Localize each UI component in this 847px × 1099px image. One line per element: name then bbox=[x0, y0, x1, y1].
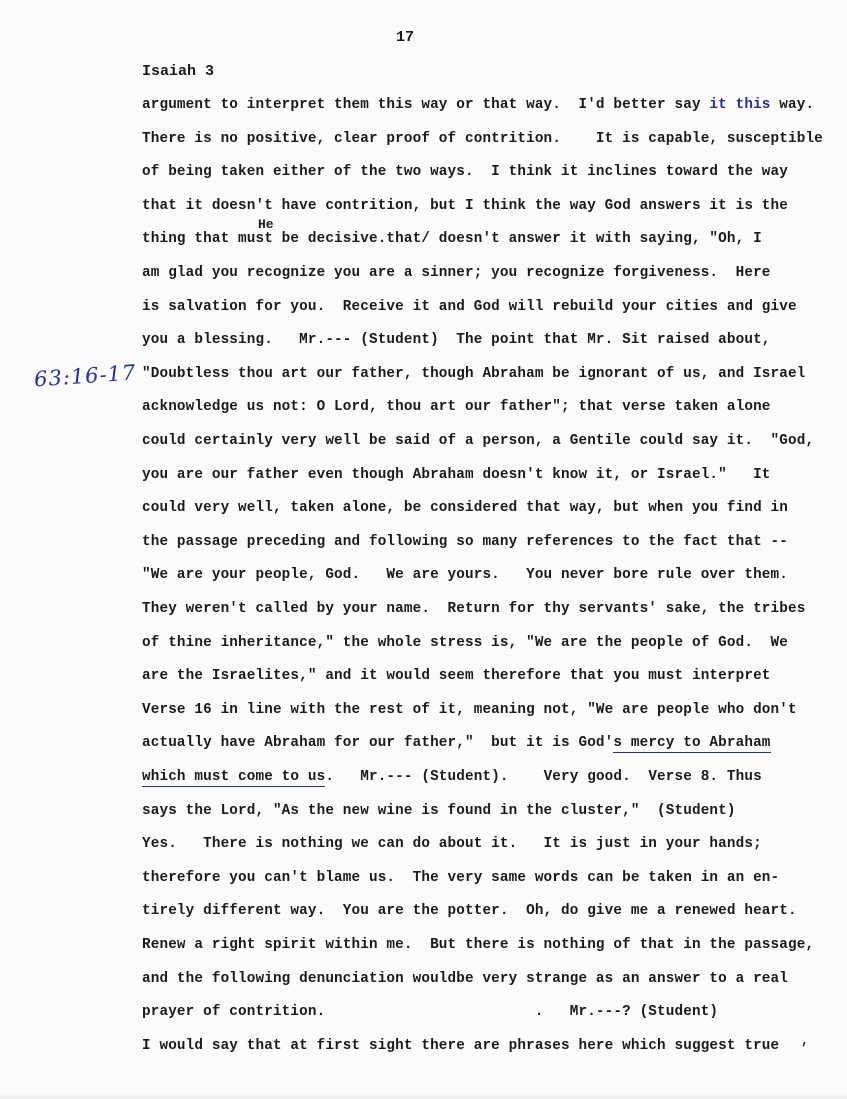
text-segment: argument to interpret them this way or that way. I'd better say bbox=[142, 97, 710, 113]
text-line: could very well, taken alone, be considered that way, but when you find in bbox=[142, 500, 788, 517]
text-line: tirely different way. You are the potter. Oh, do give me a renewed heart. bbox=[142, 903, 797, 920]
text-line: says the Lord, "As the new wine is found in the cluster," (Student) bbox=[142, 802, 736, 819]
running-head: Isaiah 3 bbox=[142, 63, 215, 80]
text-line: of being taken either of the two ways. I think it inclines toward the way bbox=[142, 164, 788, 181]
text-line: Renew a right spirit within me. But there is nothing of that in the passage, bbox=[142, 937, 815, 953]
scan-edge bbox=[0, 1093, 847, 1099]
text-line: acknowledge us not: O Lord, thou art our father"; that verse taken alone bbox=[142, 399, 771, 416]
text-line: They weren't called by your name. Return for thy servants' sake, the tribes bbox=[142, 601, 806, 617]
text-line bbox=[142, 95, 814, 115]
handwritten-underline-text: which must come to us bbox=[142, 769, 326, 785]
text-line: Yes. There is nothing we can do about it. It is just in your hands; bbox=[142, 836, 762, 853]
text-line: "We are your people, God. We are yours. You never bore rule over them. bbox=[142, 567, 788, 584]
handwritten-margin-note: 63:16-17 bbox=[33, 360, 138, 392]
text-line: of thine inheritance," the whole stress is, "We are the people of God. We bbox=[142, 634, 788, 651]
text-line: prayer of contrition. . Mr.---? (Student) bbox=[142, 1004, 719, 1021]
text-line: are the Israelites," and it would seem therefore that you must interpret bbox=[142, 668, 771, 685]
text-line: therefore you can't blame us. The very same words can be taken in an en- bbox=[142, 869, 780, 886]
text-line: is salvation for you. Receive it and God will rebuild your cities and give bbox=[142, 298, 797, 315]
ink-corrected-text: it this bbox=[709, 97, 771, 113]
text-line: thing that must be decisive.that/ doesn't answer it with saying, "Oh, I bbox=[142, 231, 762, 248]
text-segment: way. bbox=[770, 97, 815, 113]
text-line: you are our father even though Abraham doesn't know it, or Israel." It bbox=[142, 466, 771, 483]
text-line: Verse 16 in line with the rest of it, meaning not, "We are people who don't bbox=[142, 701, 797, 718]
interlinear-insert: He bbox=[258, 217, 274, 232]
text-line: I would say that at first sight there are phrases here which suggest true bbox=[142, 1037, 780, 1054]
text-line: could certainly very well be said of a person, a Gentile could say it. "God, bbox=[142, 433, 815, 449]
text-line: and the following denunciation wouldbe very strange as an answer to a real bbox=[142, 970, 788, 987]
text-line: am glad you recognize you are a sinner; you recognize forgiveness. Here bbox=[142, 265, 771, 281]
page-number: 17 bbox=[396, 29, 415, 46]
text-line: "Doubtless thou art our father, though Abraham be ignorant of us, and Israel bbox=[142, 365, 806, 382]
text-line bbox=[142, 733, 771, 753]
text-line: There is no positive, clear proof of contrition. It is capable, susceptible bbox=[142, 130, 823, 147]
stray-mark: , bbox=[801, 1033, 809, 1048]
handwritten-underline-text: s mercy to Abraham bbox=[613, 735, 771, 752]
text-line: you a blessing. Mr.--- (Student) The point that Mr. Sit raised about, bbox=[142, 332, 771, 349]
text-segment: actually have Abraham for our father," but it is God' bbox=[142, 735, 614, 752]
text-segment: . Mr.--- (Student). Very good. Verse 8. Thus bbox=[325, 769, 762, 785]
text-line bbox=[142, 767, 762, 787]
text-line: that it doesn't have contrition, but I think the way God answers it is the bbox=[142, 197, 788, 214]
text-line: the passage preceding and following so many references to the fact that -- bbox=[142, 533, 788, 550]
